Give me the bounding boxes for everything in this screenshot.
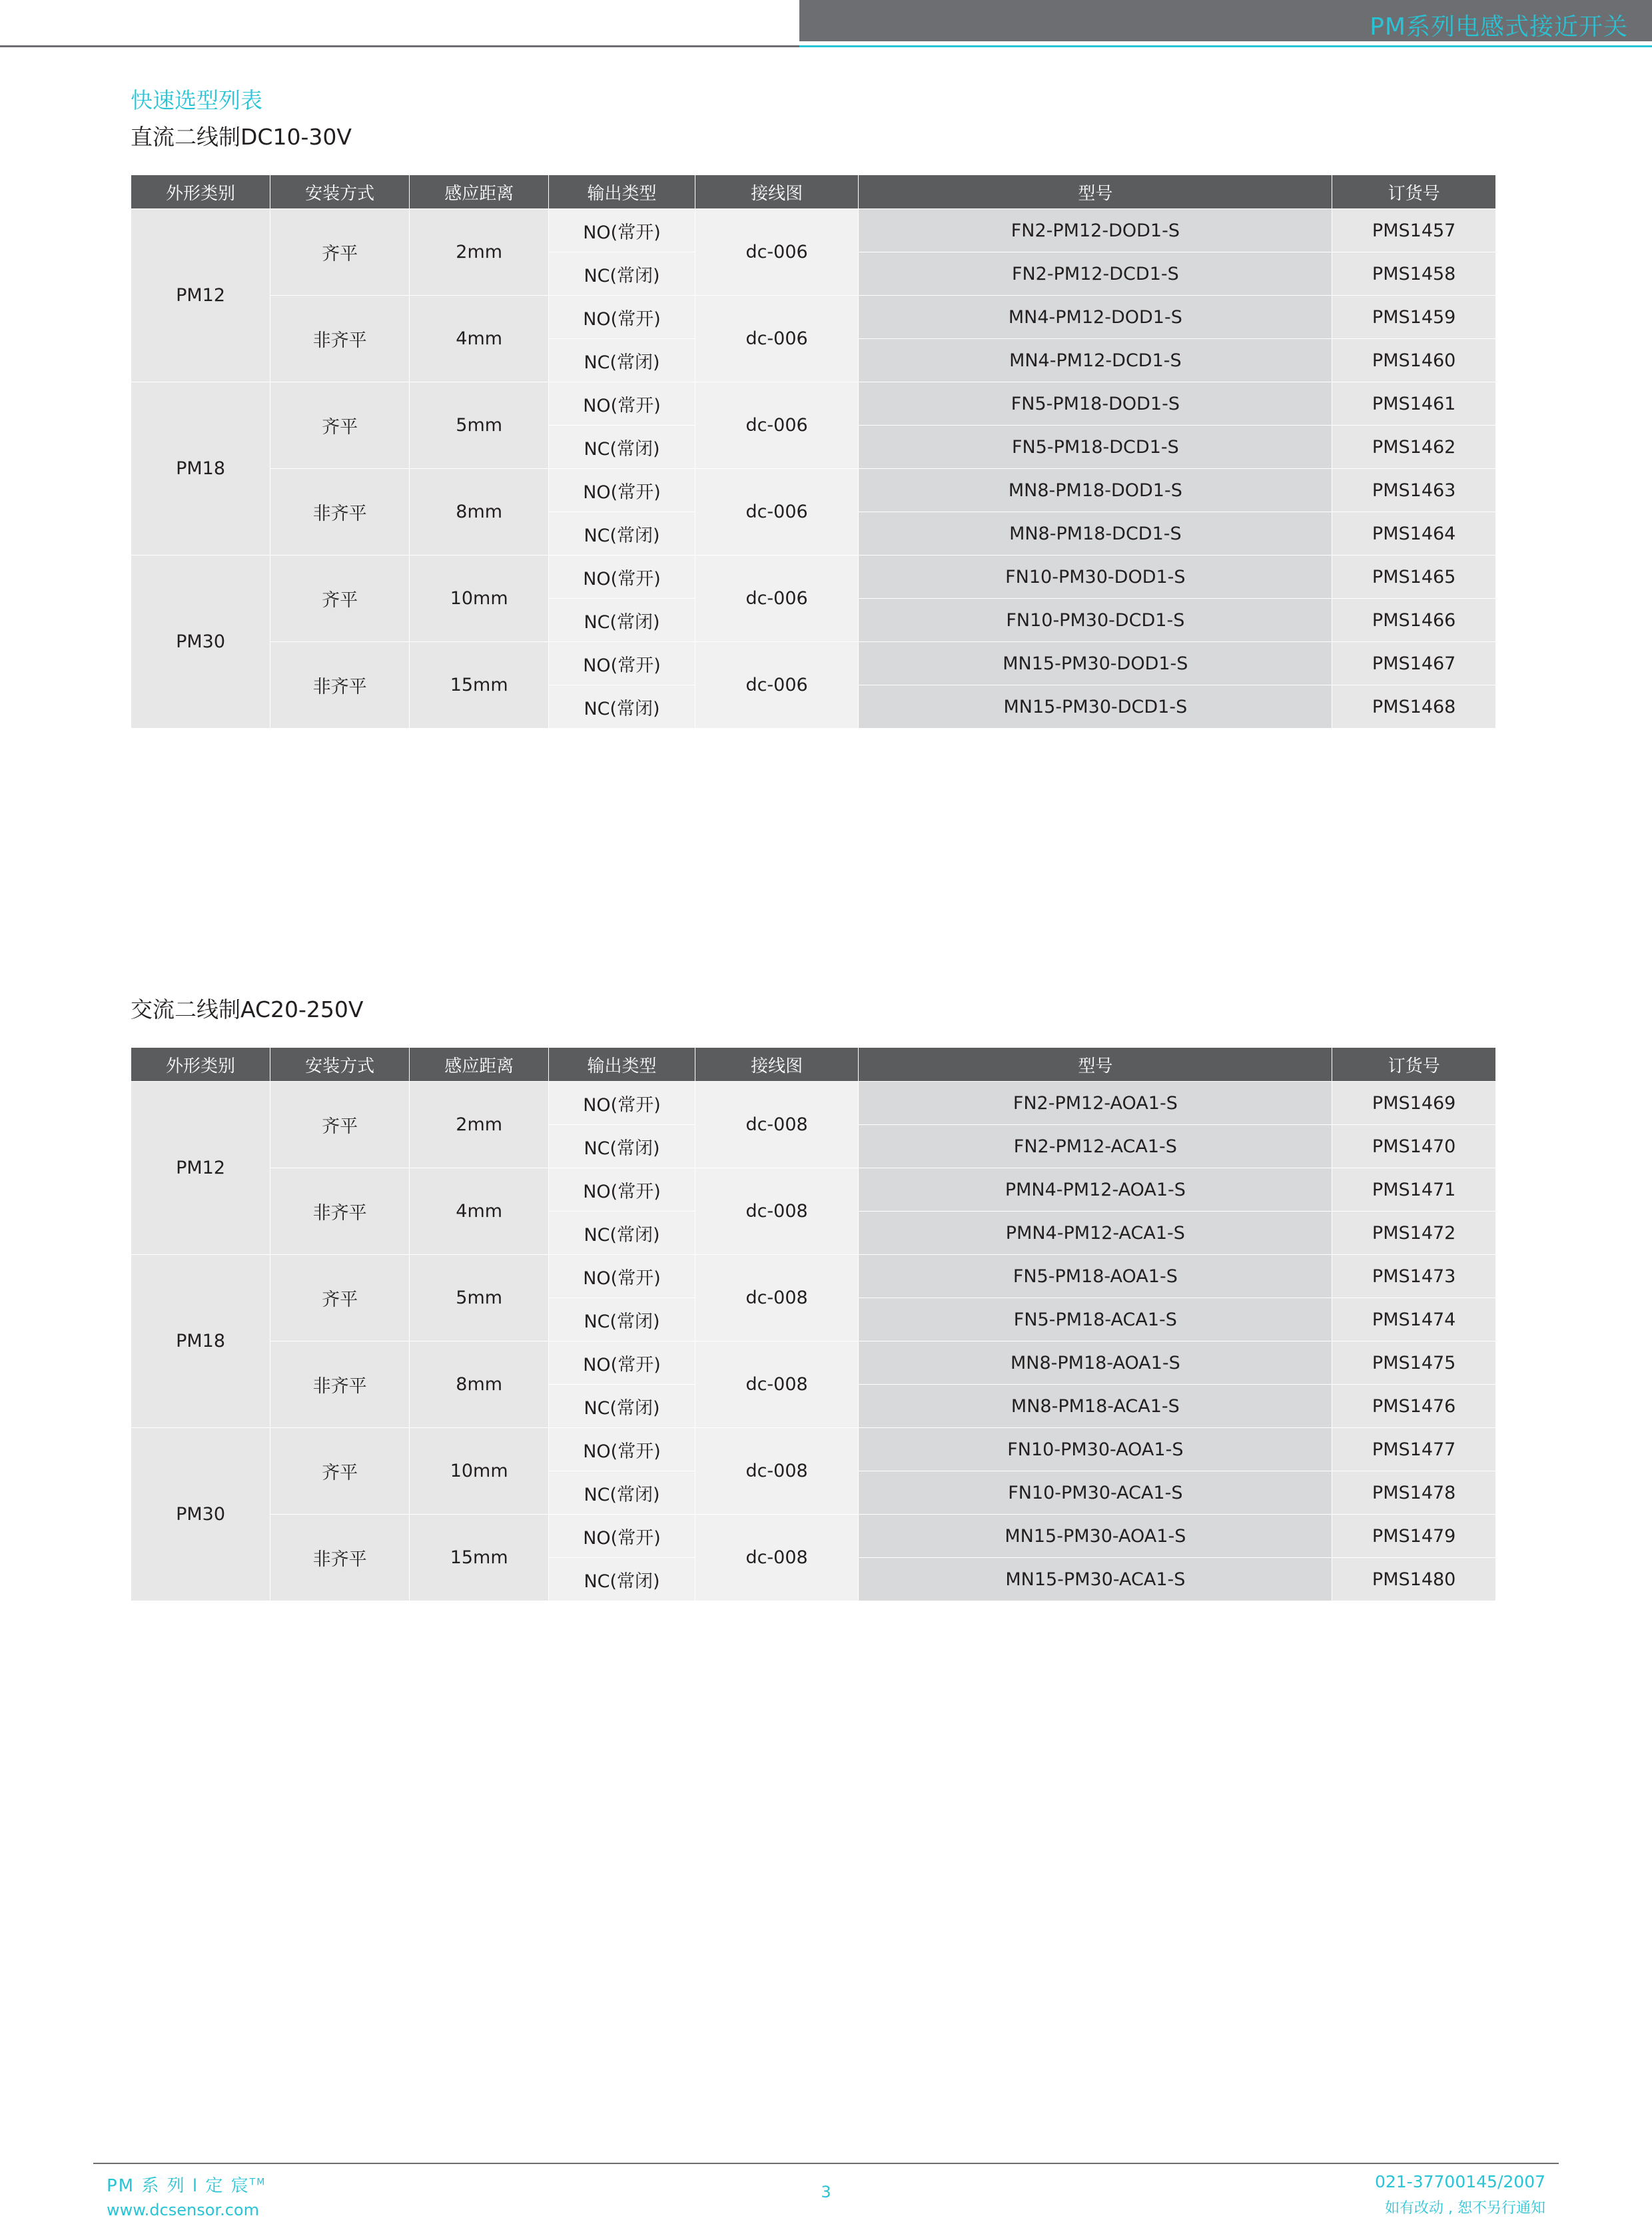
cell-wiring-diagram: dc-008 [695,1082,859,1168]
cell-model: MN8-PM18-AOA1-S [859,1341,1332,1385]
cell-order-number: PMS1466 [1332,599,1496,642]
cell-output-type: NO(常开) [549,556,695,599]
cell-mount: 非齐平 [270,1515,410,1601]
table-row [131,1168,1496,1212]
table-body [131,209,1496,729]
cell-output-type: NO(常开) [549,296,695,339]
cell-order-number: PMS1479 [1332,1515,1496,1558]
cell-output-type: NC(常闭) [549,1558,695,1601]
cell-output-type: NC(常闭) [549,339,695,382]
table-caption-ac: 交流二线制AC20-250V [131,996,364,1022]
cell-model: FN5-PM18-DOD1-S [859,382,1332,426]
cell-distance: 8mm [410,1341,549,1428]
cell-output-type: NO(常开) [549,1255,695,1298]
cell-model: FN2-PM12-DOD1-S [859,209,1332,252]
cell-output-type: NO(常开) [549,1168,695,1212]
cell-output-type: NO(常开) [549,642,695,685]
col-header-shape: 外形类别 [131,1048,270,1082]
table-row [131,642,1496,685]
col-header-output: 输出类型 [549,1048,695,1082]
cell-output-type: NO(常开) [549,1428,695,1471]
col-header-model: 型号 [859,175,1332,209]
cell-model: MN4-PM12-DOD1-S [859,296,1332,339]
cell-order-number: PMS1460 [1332,339,1496,382]
col-header-mount: 安装方式 [270,175,410,209]
cell-output-type: NC(常闭) [549,1212,695,1255]
footer-telephone: 021-37700145/2007 [1374,2172,1545,2191]
cell-wiring-diagram: dc-008 [695,1255,859,1341]
cell-model: FN10-PM30-DOD1-S [859,556,1332,599]
cell-model: FN2-PM12-ACA1-S [859,1125,1332,1168]
page-header [0,0,1652,47]
cell-wiring-diagram: dc-008 [695,1515,859,1601]
cell-order-number: PMS1469 [1332,1082,1496,1125]
col-header-distance: 感应距离 [410,1048,549,1082]
table-row [131,1515,1496,1558]
table-caption-dc: 直流二线制DC10-30V [131,124,352,150]
cell-wiring-diagram: dc-008 [695,1341,859,1428]
cell-mount: 非齐平 [270,469,410,556]
cell-order-number: PMS1457 [1332,209,1496,252]
col-header-order: 订货号 [1332,1048,1496,1082]
selection-table-dc [131,175,1496,729]
cell-output-type: NC(常闭) [549,1298,695,1341]
cell-model: MN4-PM12-DCD1-S [859,339,1332,382]
col-header-output: 输出类型 [549,175,695,209]
header-rule-accent [799,45,1652,47]
cell-order-number: PMS1465 [1332,556,1496,599]
table-row [131,296,1496,339]
cell-mount: 齐平 [270,209,410,296]
cell-output-type: NC(常闭) [549,426,695,469]
footer-website-link[interactable]: www.dcsensor.com [107,2201,259,2219]
cell-output-type: NC(常闭) [549,512,695,556]
cell-distance: 10mm [410,556,549,642]
cell-model: FN2-PM12-AOA1-S [859,1082,1332,1125]
cell-order-number: PMS1468 [1332,685,1496,729]
cell-output-type: NC(常闭) [549,1471,695,1515]
cell-wiring-diagram: dc-008 [695,1428,859,1515]
cell-shape: PM30 [131,1428,270,1601]
cell-shape: PM18 [131,382,270,556]
cell-mount: 非齐平 [270,642,410,729]
table-row [131,469,1496,512]
table-row [131,209,1496,252]
cell-distance: 15mm [410,1515,549,1601]
table-row [131,382,1496,426]
cell-distance: 10mm [410,1428,549,1515]
cell-shape: PM30 [131,556,270,729]
cell-shape: PM12 [131,209,270,382]
footer-brand-tm: TM [249,2177,266,2188]
cell-distance: 5mm [410,382,549,469]
cell-distance: 2mm [410,1082,549,1168]
cell-output-type: NC(常闭) [549,1385,695,1428]
cell-wiring-diagram: dc-006 [695,296,859,382]
cell-shape: PM18 [131,1255,270,1428]
cell-model: MN8-PM18-DCD1-S [859,512,1332,556]
cell-model: MN15-PM30-DCD1-S [859,685,1332,729]
cell-order-number: PMS1467 [1332,642,1496,685]
cell-output-type: NO(常开) [549,209,695,252]
page-number: 3 [821,2183,831,2201]
cell-order-number: PMS1476 [1332,1385,1496,1428]
col-header-model: 型号 [859,1048,1332,1082]
cell-mount: 齐平 [270,1428,410,1515]
cell-model: MN8-PM18-DOD1-S [859,469,1332,512]
cell-order-number: PMS1461 [1332,382,1496,426]
cell-model: MN15-PM30-ACA1-S [859,1558,1332,1601]
cell-mount: 非齐平 [270,296,410,382]
cell-order-number: PMS1480 [1332,1558,1496,1601]
cell-order-number: PMS1472 [1332,1212,1496,1255]
table-row [131,556,1496,599]
cell-shape: PM12 [131,1082,270,1255]
cell-distance: 8mm [410,469,549,556]
cell-order-number: PMS1473 [1332,1255,1496,1298]
cell-output-type: NO(常开) [549,1515,695,1558]
table-row [131,1341,1496,1385]
col-header-wiring: 接线图 [695,1048,859,1082]
cell-model: FN5-PM18-DCD1-S [859,426,1332,469]
cell-distance: 5mm [410,1255,549,1341]
table-header-row [131,1048,1496,1082]
col-header-distance: 感应距离 [410,175,549,209]
col-header-mount: 安装方式 [270,1048,410,1082]
cell-mount: 齐平 [270,556,410,642]
cell-order-number: PMS1459 [1332,296,1496,339]
cell-wiring-diagram: dc-006 [695,556,859,642]
cell-order-number: PMS1471 [1332,1168,1496,1212]
cell-mount: 齐平 [270,382,410,469]
cell-model: PMN4-PM12-AOA1-S [859,1168,1332,1212]
cell-output-type: NO(常开) [549,469,695,512]
cell-order-number: PMS1458 [1332,252,1496,296]
cell-distance: 15mm [410,642,549,729]
cell-order-number: PMS1462 [1332,426,1496,469]
header-title: PM系列电感式接近开关 [1370,13,1628,41]
cell-model: FN10-PM30-AOA1-S [859,1428,1332,1471]
cell-output-type: NO(常开) [549,382,695,426]
cell-distance: 2mm [410,209,549,296]
cell-model: MN8-PM18-ACA1-S [859,1385,1332,1428]
table-row [131,1082,1496,1125]
page-footer [0,2163,1652,2236]
cell-order-number: PMS1475 [1332,1341,1496,1385]
col-header-shape: 外形类别 [131,175,270,209]
cell-model: PMN4-PM12-ACA1-S [859,1212,1332,1255]
cell-wiring-diagram: dc-008 [695,1168,859,1255]
footer-divider [93,2163,1559,2164]
table-body [131,1082,1496,1601]
cell-order-number: PMS1470 [1332,1125,1496,1168]
table-row [131,1428,1496,1471]
cell-wiring-diagram: dc-006 [695,382,859,469]
cell-mount: 非齐平 [270,1168,410,1255]
cell-mount: 齐平 [270,1255,410,1341]
cell-model: FN10-PM30-DCD1-S [859,599,1332,642]
cell-output-type: NO(常开) [549,1341,695,1385]
table-header-row [131,175,1496,209]
section-title: 快速选型列表 [131,87,262,113]
cell-model: FN10-PM30-ACA1-S [859,1471,1332,1515]
footer-brand-text: PM 系 列 l 定 宸 [107,2176,250,2196]
cell-output-type: NO(常开) [549,1082,695,1125]
cell-wiring-diagram: dc-006 [695,469,859,556]
cell-model: MN15-PM30-DOD1-S [859,642,1332,685]
footer-contact-block [1375,2172,1545,2217]
cell-order-number: PMS1477 [1332,1428,1496,1471]
cell-model: FN5-PM18-AOA1-S [859,1255,1332,1298]
col-header-wiring: 接线图 [695,175,859,209]
cell-model: FN2-PM12-DCD1-S [859,252,1332,296]
cell-order-number: PMS1474 [1332,1298,1496,1341]
cell-wiring-diagram: dc-006 [695,209,859,296]
cell-output-type: NC(常闭) [549,252,695,296]
cell-order-number: PMS1463 [1332,469,1496,512]
cell-distance: 4mm [410,1168,549,1255]
selection-table-ac [131,1047,1496,1601]
cell-wiring-diagram: dc-006 [695,642,859,729]
cell-model: MN15-PM30-AOA1-S [859,1515,1332,1558]
cell-mount: 齐平 [270,1082,410,1168]
cell-mount: 非齐平 [270,1341,410,1428]
cell-model: FN5-PM18-ACA1-S [859,1298,1332,1341]
cell-output-type: NC(常闭) [549,599,695,642]
cell-order-number: PMS1464 [1332,512,1496,556]
cell-order-number: PMS1478 [1332,1471,1496,1515]
col-header-order: 订货号 [1332,175,1496,209]
cell-output-type: NC(常闭) [549,1125,695,1168]
cell-output-type: NC(常闭) [549,685,695,729]
table-row [131,1255,1496,1298]
cell-distance: 4mm [410,296,549,382]
footer-disclaimer: 如有改动 , 恕不另行通知 [1385,2200,1545,2217]
